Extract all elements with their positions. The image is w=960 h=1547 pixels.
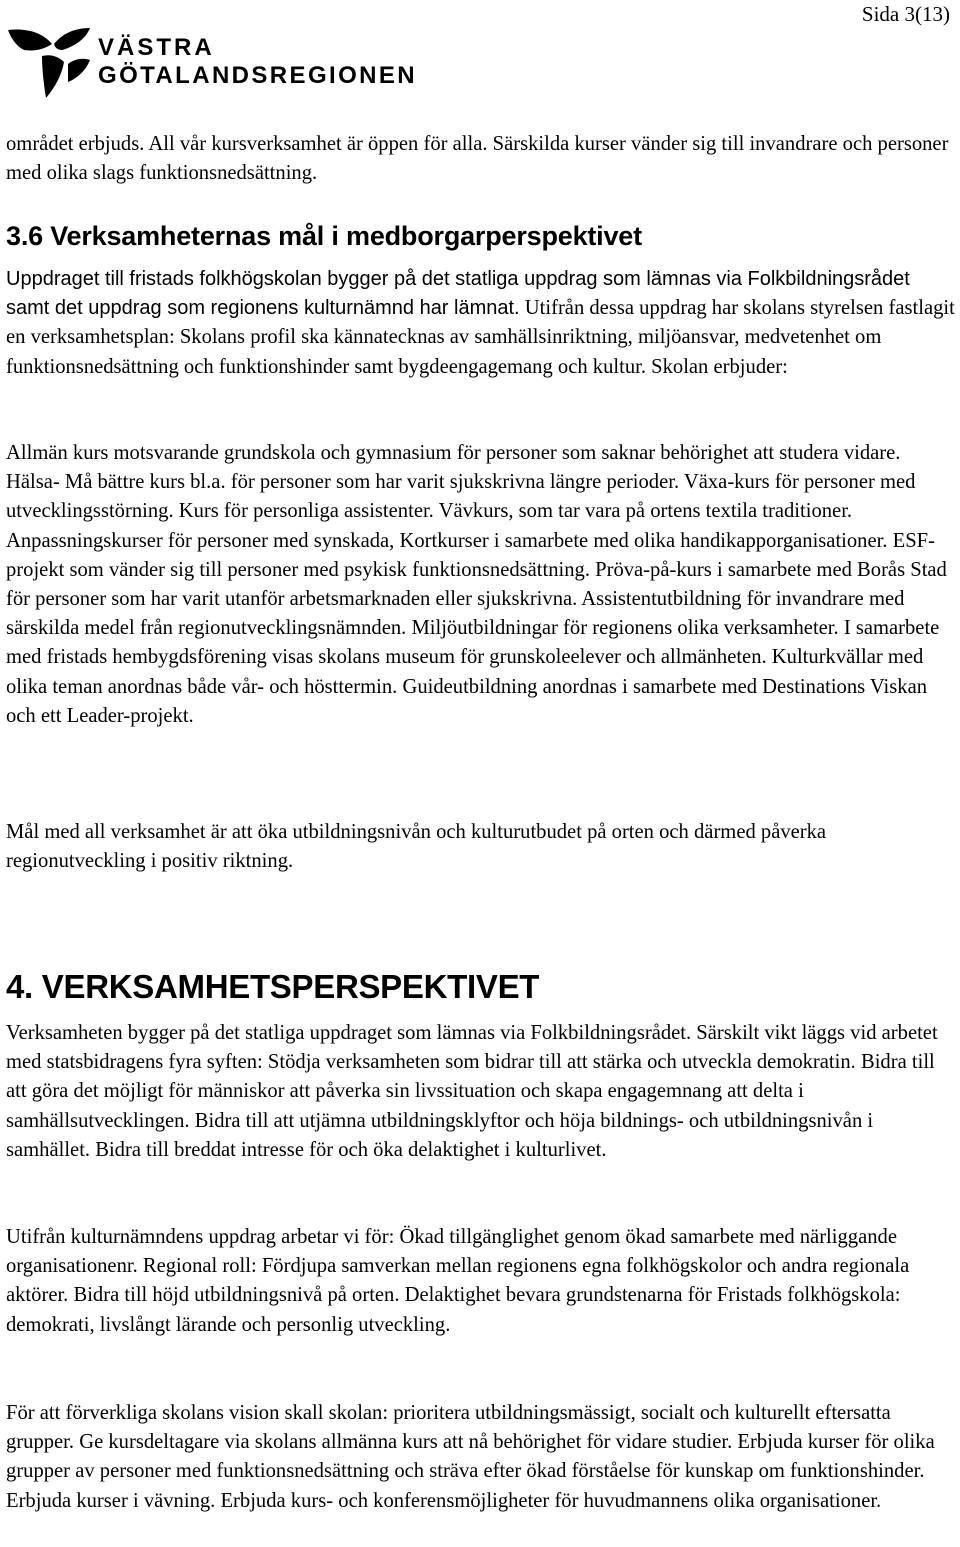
- vastra-gotalandsregionen-logo: [6, 24, 418, 106]
- section-heading-4: 4. VERKSAMHETSPERSPEKTIVET: [6, 968, 540, 1005]
- section-4-paragraph-3: För att förverkliga skolans vision skall skolan: prioritera utbildningsmässigt, socialt och kulturellt eftersatta grupper. Ge kursdeltagare via skolans allmänna kurs att nå behörighet för vidare studier. Erbjuda kurser för olika grupper av personer med funktionsnedsättning och sträva efter ökad förståelse för kunskap om funktionshinder. Erbjuda kurser i vävning. Erbjuda kurs- och konferensmöjligheter för huvudmannens olika organisationer.: [6, 1402, 935, 1512]
- page-number: Sida 3(13): [861, 2, 950, 26]
- paragraph-1-sans-text: Uppdraget till fristads folkhögskolan bygger på det statliga uppdrag som lämnas via Folkbildningsrådet samt det uppdrag som regionens kulturnämnd har lämnat.: [6, 268, 910, 320]
- logo-mark-icon: [6, 24, 92, 106]
- logo-line-2: GÖTALANDSREGIONEN: [98, 62, 418, 89]
- section-4-paragraph-2: Utifrån kulturnämndens uppdrag arbetar vi för: Ökad tillgänglighet genom ökad samarbete med närliggande organisationenr. Regional roll: Fördjupa samverkan mellan regionens egna folkhögskolor och andra regionala aktörer. Bidra till höjd utbildningsnivå på orten. Delaktighet bevara grundstenarna för Fristads folkhögskola: demokrati, livslångt lärande och personlig utveckling.: [6, 1226, 910, 1336]
- section-4-paragraph-1: Verksamheten bygger på det statliga uppdraget som lämnas via Folkbildningsrådet. Särskilt vikt läggs vid arbetet med statsbidragens fyra syften: Stödja verksamheten som bidrar till att stärka och utveckla demokratin. Bidra till att göra det möjligt för människor att påverka sin livssituation och skapa engagemnang att delta i samhällsutvecklingen. Bidra till att utjämna utbildningsklyftor och höja bildnings- och utbildningsnivån i samhället. Bidra till breddat intresse för och öka delaktighet i kulturlivet.: [6, 1022, 938, 1161]
- section-3-6-paragraph-2: Allmän kurs motsvarande grundskola och gymnasium för personer som saknar behörighet att studera vidare. Hälsa- Må bättre kurs bl.a. för personer som har varit sjukskrivna längre perioder. Växa-kurs för personer med utvecklingsstörning. Kurs för personliga assistenter. Vävkurs, som tar vara på ortens textila traditioner. Anpassningskurser för personer med synskada, Kortkurser i samarbete med olika handikapporganisationer. ESF-projekt som vänder sig till personer med psykisk funktionsnedsättning. Pröva-på-kurs i samarbete med Borås Stad för personer som har varit utanför arbetsmarknaden eller sjukskrivna. Assistentutbildning för invandrare med särskilda medel från regionutvecklingsnämnden. Miljöutbildningar för regionens olika verksamheter. I samarbete med fristads hembygdsförening visas skolans museum för grunskoleelever och allmänheten. Kulturkvällar med olika teman anordnas både vår- och hösttermin. Guideutbildning anordnas i samarbete med Destinations Viskan och ett Leader-projekt.: [6, 442, 947, 727]
- paragraph-1-serif-text: Utifrån dessa uppdrag har skolans styrelsen fastlagit en verksamhetsplan: Skolans profil ska kännatecknas av samhällsinriktning, miljöansvar, medvetenhet om funktionsnedsättning och funktionshinder samt bygdeengagemang och kultur. Skolan erbjuder:: [6, 297, 955, 378]
- logo-line-1: VÄSTRA: [98, 34, 215, 61]
- section-heading-3-6: 3.6 Verksamheternas mål i medborgarperspektivet: [6, 221, 642, 251]
- section-3-6-paragraph-1: [6, 265, 956, 382]
- intro-paragraph: området erbjuds. All vår kursverksamhet är öppen för alla. Särskilda kurser vänder sig till invandrare och personer med olika slags funktionsnedsättning.: [6, 133, 949, 185]
- section-3-6-paragraph-3: Mål med all verksamhet är att öka utbildningsnivån och kulturutbudet på orten och därmed påverka regionutveckling i positiv riktning.: [6, 821, 827, 873]
